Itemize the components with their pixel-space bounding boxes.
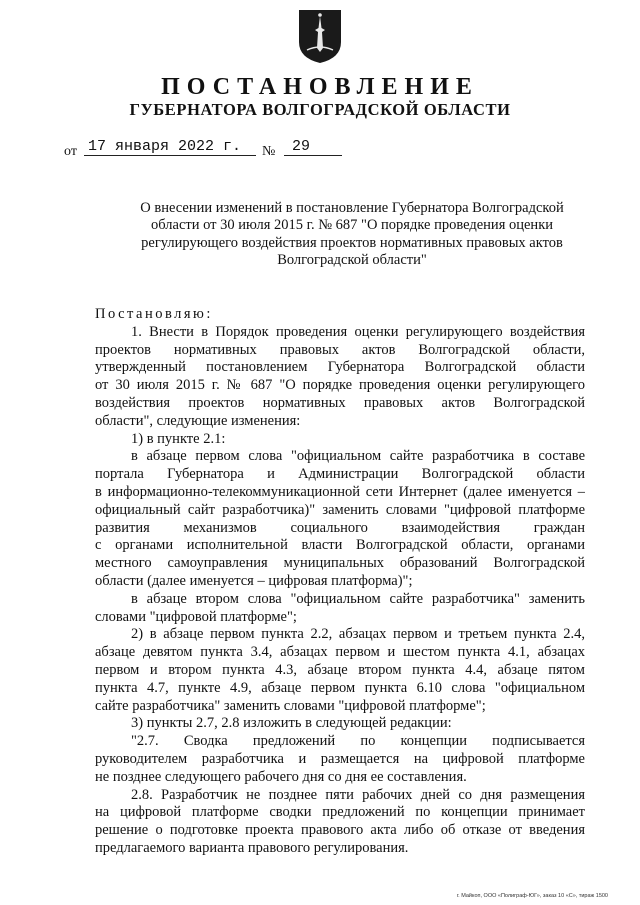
body-line: абзаце девятом пункта 3.4, абзацах первом и шестом пункта 4.1, абзацах bbox=[95, 644, 585, 661]
body-line: словами "цифровой платформе"; bbox=[95, 608, 297, 625]
document-date: 17 января 2022 г. bbox=[84, 138, 256, 156]
subject-line: Волгоградской области" bbox=[277, 251, 427, 268]
body-heading: Постановляю: bbox=[95, 306, 213, 322]
body-line: 1. Внести в Порядок проведения оценки регулирующего воздействия bbox=[131, 323, 585, 340]
coat-of-arms-icon bbox=[297, 8, 343, 64]
body-line: 1) в пункте 2.1: bbox=[131, 430, 226, 447]
body-line: на цифровой платформе сводки предложений по концепции принимает bbox=[95, 804, 585, 821]
printer-imprint: г. Майкоп, ООО «Полиграф-ЮГ», заказ 10 «С», тираж 1500 bbox=[456, 893, 608, 899]
body-line: сайте разработчика" заменить словами "цифровой платформе"; bbox=[95, 697, 486, 714]
document-body bbox=[95, 306, 585, 858]
subject-line: регулирующего воздействия проектов нормативных правовых актов bbox=[141, 234, 563, 251]
dateline bbox=[64, 140, 364, 160]
document-issuer: ГУБЕРНАТОРА ВОЛГОГРАДСКОЙ ОБЛАСТИ bbox=[129, 100, 511, 119]
document-title: ПОСТАНОВЛЕНИЕ bbox=[161, 74, 479, 100]
body-line: проектов нормативных правовых актов Волгоградской области, bbox=[95, 341, 585, 358]
body-line: области (далее именуется – цифровая платформа)"; bbox=[95, 572, 413, 589]
body-line: "2.7. Сводка предложений по концепции подписывается bbox=[131, 733, 585, 750]
body-line: пункта 4.7, пункте 4.9, абзаце первом пункта 6.10 слова "официальном bbox=[95, 679, 585, 696]
body-line: в информационно-телекоммуникационной сети Интернет (далее именуется – bbox=[95, 483, 585, 500]
body-line: руководителем разработчика и размещается на цифровой платформе bbox=[95, 750, 585, 767]
body-line: не позднее следующего рабочего дня со дня ее составления. bbox=[95, 768, 467, 785]
body-line: портала Губернатора и Администрации Волгоградской области bbox=[95, 466, 585, 483]
body-line: в абзаце первом слова "официальном сайте разработчика в составе bbox=[131, 448, 585, 465]
body-line: 2) в абзаце первом пункта 2.2, абзацах первом и третьем пункта 2.4, bbox=[131, 626, 585, 643]
body-line: с органами исполнительной власти Волгоградской области, органами bbox=[95, 537, 585, 554]
body-line: местного самоуправления муниципальных образований Волгоградской bbox=[95, 555, 585, 572]
body-line: от 30 июля 2015 г. № 687 "О порядке проведения оценки регулирующего bbox=[95, 377, 585, 394]
body-line: 3) пункты 2.7, 2.8 изложить в следующей редакции: bbox=[131, 715, 452, 732]
body-line: развития механизмов социального взаимодействия граждан bbox=[95, 519, 585, 536]
date-prefix: от bbox=[64, 144, 77, 159]
document-subject bbox=[120, 200, 584, 269]
body-line: воздействия проектов нормативных правовых актов Волгоградской bbox=[95, 394, 585, 411]
number-label: № bbox=[262, 144, 276, 159]
body-line: области", следующие изменения: bbox=[95, 412, 301, 429]
body-line: 2.8. Разработчик не позднее пяти рабочих дней со дня размещения bbox=[131, 786, 585, 803]
subject-line: области от 30 июля 2015 г. № 687 "О порядке проведения оценки bbox=[151, 217, 553, 234]
body-line: утвержденный постановлением Губернатора Волгоградской области bbox=[95, 359, 585, 376]
body-line: предлагаемого варианта правового регулирования. bbox=[95, 839, 409, 856]
body-line: официальный сайт разработчика)" заменить словами "цифровой платформе bbox=[95, 501, 585, 518]
document-number: 29 bbox=[284, 138, 342, 156]
subject-line: О внесении изменений в постановление Губернатора Волгоградской bbox=[140, 200, 564, 216]
body-line: первом и втором пункта 4.3, абзаце втором пункта 4.4, абзаце пятом bbox=[95, 661, 585, 678]
body-line: в абзаце втором слова "официальном сайте разработчика" заменить bbox=[131, 590, 585, 607]
body-line: решение о подготовке проекта правового акта либо об отказе от введения bbox=[95, 822, 585, 839]
